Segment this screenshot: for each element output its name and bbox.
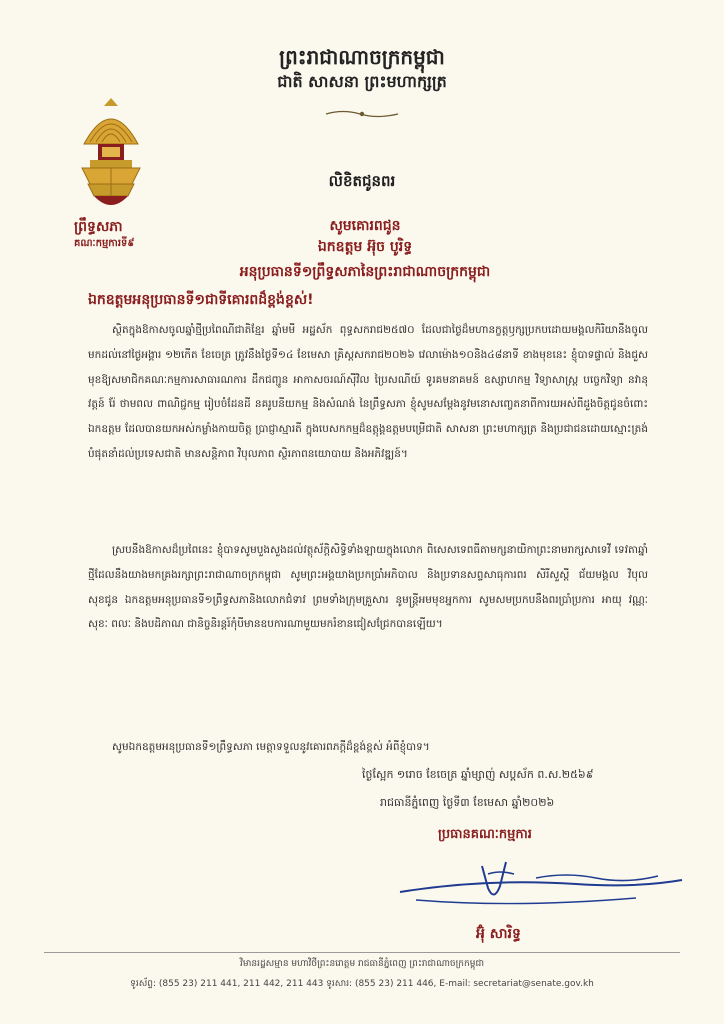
addressee-title: អនុប្រធានទី១ព្រឹទ្ធសភានៃព្រះរាជាណាចក្រកម្ពុជា — [239, 264, 491, 280]
salutation: ឯកឧត្តមអនុប្រធានទី១ជាទីគោរពដ៏ខ្ពង់ខ្ពស់! — [88, 292, 314, 308]
kingdom-title: ព្រះរាជាណាចក្រកម្ពុជា — [279, 45, 445, 69]
organization-name: ព្រឹទ្ធសភា — [74, 219, 123, 235]
addressee-name: ឯកឧត្តម អ៊ុច បូរិទ្ធ — [317, 239, 413, 255]
organization-department: គណៈកម្មការទី៩ — [74, 238, 135, 249]
solar-date: រាជធានីភ្នំពេញ ថ្ងៃទី៣ ខែមេសា ឆ្នាំ២០២៦ — [380, 796, 555, 809]
body-paragraph-3: សូមឯកឧត្តមអនុប្រធានទី១ព្រឹទ្ធសភា មេត្តាទទួលនូវគោរពភក្តីដ៏ខ្ពង់ខ្ពស់ អំពីខ្ញុំបាទ។ — [112, 741, 430, 753]
footer-address: វិមានរដ្ឋសម្មាន មហាវិថីព្រះនរោត្តម រាជធានីភ្នំពេញ ព្រះរាជាណាចក្រកម្ពុជា — [239, 959, 485, 969]
document-type: លិខិតជូនពរ — [328, 172, 396, 190]
footer-contact: ទូរស័ព្ទ: (855 23) 211 441, 211 442, 211 443 ទូរសារ: (855 23) 211 446, E-mail: secretariat@senate.gov.kh — [130, 979, 594, 989]
signer-name: អ៊ុំ សារិទ្ធ — [476, 926, 521, 942]
signer-title: ប្រធានគណៈកម្មការ — [438, 827, 532, 842]
body-paragraph-1: ស្ថិតក្នុងឱកាសចូលឆ្នាំថ្មីប្រពៃណីជាតិខ្មែរ ឆ្នាំមមី អដ្ឋស័ក ពុទ្ធសករាជ២៥៧០ ដែលជាថ្ងៃដ៏មហានក្ខត្តឫក្សប្រកបដោយមង្គលកិរិយានឹងចូលមកដល់នៅថ្ងៃអង្គារ ១២កើត ខែចេត្រ ត្រូវនឹងថ្ងៃទី១៤ ខែមេសា គ្រិស្តសករាជ២០២៦ វេលាម៉ោង១០និង៤៨នាទី ខាងមុខនេះ ខ្ញុំបាទផ្ទាល់ និងជួសមុខឱ្យសមាជិកគណៈកម្មការសាធារណការ ដឹកជញ្ជូន អាកាសចរណ៍ស៊ីវិល ប្រៃសណីយ៍ ទូរគមនាគមន៍ ឧស្សាហកម្ម វិទ្យាសាស្ត្រ បច្ចេកវិទ្យា នវានុវត្តន៍ រ៉ែ ថាមពល ពាណិជ្ជកម្ម រៀបចំដែនដី នគរូបនីយកម្ម និងសំណង់ នៃព្រឹទ្ធសភា ខ្ញុំសូមសម្តែងនូវមនោសញ្ចេតនាពីការយអស់ពីដួងចិត្តជូនចំពោះ ឯកឧត្តម ដែលបានយកអស់កម្លាំងកាយចិត្ត ប្រាជ្ញាស្មារតី ក្នុងបេសកកម្មដ៏ឧត្តុង្គឧត្តមបម្រើជាតិ សាសនា ព្រះមហាក្សត្រ និងប្រជាជនដោយស្មោះត្រង់បំផុតនាំដល់ប្រទេសជាតិ មានសន្តិភាព វិបុលភាព ស្ថិរភាពនយោបាយ និងអភិវឌ្ឍន៍។ — [88, 324, 648, 460]
handwritten-signature-icon — [396, 848, 686, 918]
footer-divider — [44, 952, 680, 953]
letter-header — [180, 44, 544, 94]
senate-emblem-icon — [74, 96, 148, 214]
lunar-date: ថ្ងៃស្អែក ១រោច ខែចេត្រ ឆ្នាំម្សាញ់ សប្តស័ក ព.ស.២៥៦៩ — [362, 768, 594, 781]
body-paragraph-2: ស្របនឹងឱកាសដ៏ប្រពៃនេះ ខ្ញុំបាទសូមបួងសួងដល់វត្ថុស័ក្តិសិទ្ធិទាំងឡាយក្នុងលោក ពិសេសទេពធីតាមក្សនាយិកាព្រះនាមរាក្សសាទេវី ទេវតាឆ្នាំថ្មីដែលនឹងយាងមកគ្រងរក្សាព្រះរាជាណាចក្រកម្ពុជា សូមព្រះអង្គយាងប្រកប្រាំអភិបាល និងប្រទានសព្ទសាធុការពរ សិរីសួស្តី ជ័យមង្គល វិបុលសុខជូន ឯកឧត្តមអនុប្រធានទី១ព្រឹទ្ធសភានិងលោកជំទាវ ព្រមទាំងក្រុមគ្រួសារ នូមន្ត្រីអមមុខអ្នកការ សូមសមប្រកបនឹងពរប្រាំប្រការ អាយុ វណ្ណៈ សុខៈ ពលៈ និងបដិភាណ ជានិច្ចនិរន្តរ៍កុំបីមានឧបការណាមួយមករំខានជៀសជ្រែកបានឡើយ។ — [88, 544, 648, 631]
addressee-greeting: សូមគោរពជូន — [329, 218, 401, 234]
header-ornament-icon — [324, 108, 400, 120]
national-motto: ជាតិ សាសនា ព្រះមហាក្សត្រ — [277, 72, 447, 91]
